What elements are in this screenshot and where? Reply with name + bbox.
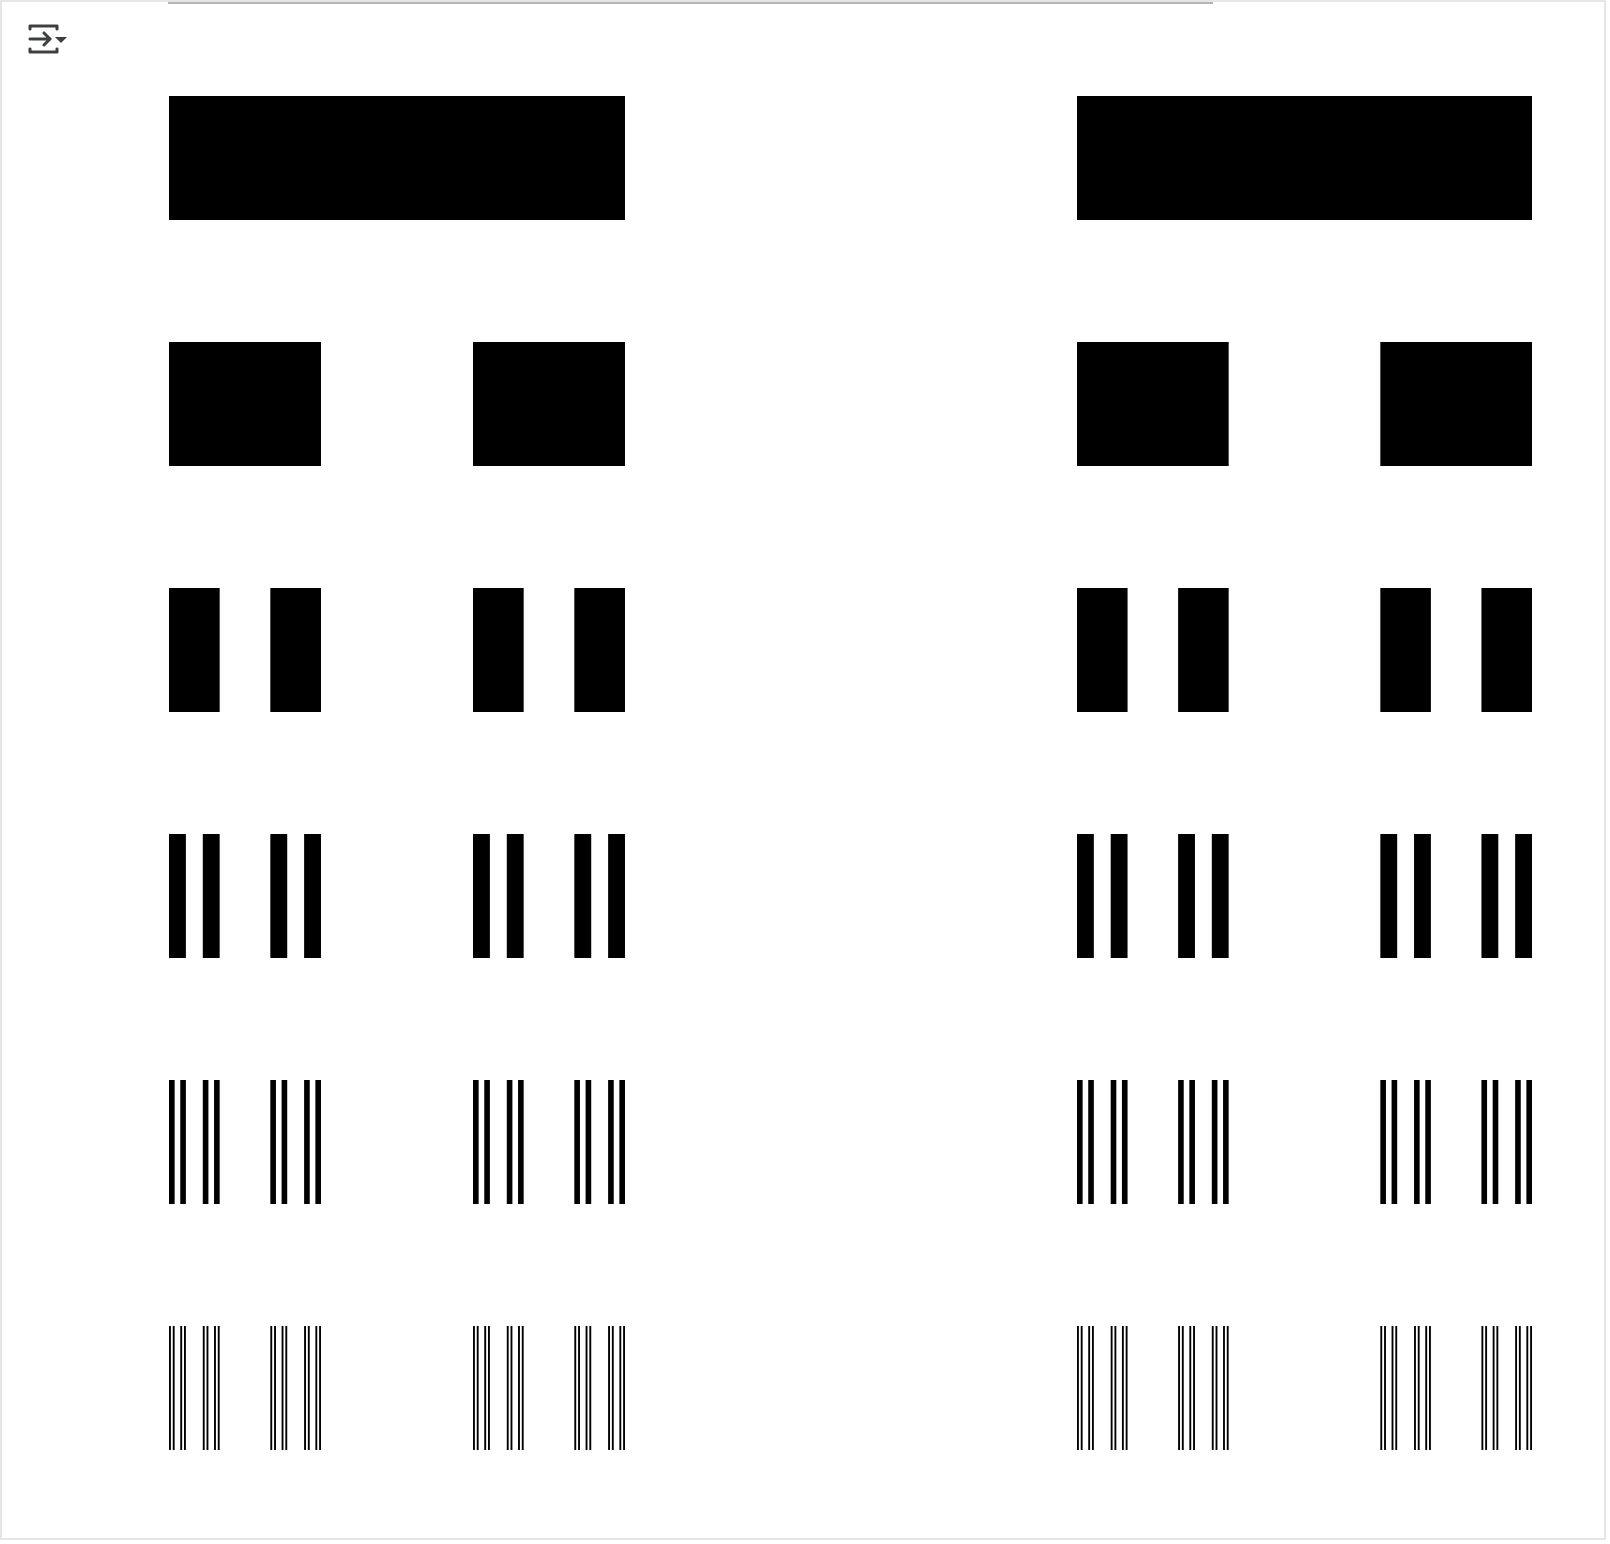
bar-right-row6-18: [1384, 1326, 1386, 1450]
bar-left-row5-8: [315, 1080, 321, 1204]
bar-right-row5-8: [1223, 1080, 1229, 1204]
bar-left-row6-17: [473, 1326, 475, 1450]
bar-right-row5-11: [1414, 1080, 1420, 1204]
bar-left-row6-12: [285, 1326, 287, 1450]
bar-right-row4-6: [1414, 834, 1431, 958]
bar-left-row6-27: [586, 1326, 588, 1450]
bar-right-row6-29: [1515, 1326, 1517, 1450]
bar-right-row3-2: [1178, 588, 1229, 712]
bar-right-row6-31: [1526, 1326, 1528, 1450]
bar-left-row6-16: [319, 1326, 321, 1450]
bar-right-row6-16: [1227, 1326, 1229, 1450]
bar-left-row6-28: [589, 1326, 591, 1450]
bar-left-row6-13: [304, 1326, 306, 1450]
bar-right-row5-6: [1189, 1080, 1195, 1204]
bar-left-row5-4: [214, 1080, 220, 1204]
bar-left-row1-1: [169, 96, 625, 220]
bar-left-row5-7: [304, 1080, 310, 1204]
bar-right-row5-4: [1122, 1080, 1128, 1204]
bar-right-row5-10: [1392, 1080, 1398, 1204]
bar-right-row6-5: [1111, 1326, 1113, 1450]
bar-left-row6-21: [507, 1326, 509, 1450]
bar-left-row6-26: [578, 1326, 580, 1450]
bar-left-row2-1: [169, 342, 321, 466]
bar-right-row5-2: [1088, 1080, 1094, 1204]
bar-right-row4-2: [1111, 834, 1128, 958]
bar-right-row6-24: [1429, 1326, 1431, 1450]
bar-left-row5-12: [518, 1080, 524, 1204]
bar-right-row3-3: [1380, 588, 1431, 712]
bar-left-row6-11: [282, 1326, 284, 1450]
bar-right-row6-30: [1519, 1326, 1521, 1450]
bar-left-row5-10: [484, 1080, 490, 1204]
bar-left-row4-8: [608, 834, 625, 958]
bar-left-row4-3: [270, 834, 287, 958]
bar-left-row6-15: [315, 1326, 317, 1450]
bar-left-row5-9: [473, 1080, 479, 1204]
bar-right-row6-20: [1395, 1326, 1397, 1450]
bar-left-row6-4: [184, 1326, 186, 1450]
bar-left-row3-2: [270, 588, 321, 712]
bar-left-row3-4: [574, 588, 625, 712]
bar-right-row6-27: [1493, 1326, 1495, 1450]
bar-right-row2-2: [1380, 342, 1532, 466]
bar-right-row6-10: [1182, 1326, 1184, 1450]
bar-left-row6-7: [214, 1326, 216, 1450]
bar-right-row1-1: [1077, 96, 1532, 220]
bar-right-row5-12: [1425, 1080, 1431, 1204]
bar-left-row6-2: [173, 1326, 175, 1450]
bar-left-row5-3: [203, 1080, 209, 1204]
bar-left-row6-10: [274, 1326, 276, 1450]
bar-left-row6-23: [518, 1326, 520, 1450]
bar-right-row3-4: [1481, 588, 1532, 712]
bar-left-row6-5: [203, 1326, 205, 1450]
bar-right-row4-4: [1212, 834, 1229, 958]
bar-left-row6-3: [180, 1326, 182, 1450]
bar-left-row5-15: [608, 1080, 614, 1204]
bar-right-row5-13: [1481, 1080, 1487, 1204]
bar-right-row6-11: [1189, 1326, 1191, 1450]
bar-left-row4-5: [473, 834, 490, 958]
bar-right-row4-5: [1380, 834, 1397, 958]
bar-left-row6-8: [218, 1326, 220, 1450]
bar-left-row6-24: [522, 1326, 524, 1450]
bar-left-row6-6: [207, 1326, 209, 1450]
bar-right-row6-8: [1126, 1326, 1128, 1450]
bar-right-row5-15: [1515, 1080, 1521, 1204]
bar-left-row3-3: [473, 588, 524, 712]
bar-right-row6-1: [1077, 1326, 1079, 1450]
bar-left-row6-30: [612, 1326, 614, 1450]
bar-left-row5-6: [282, 1080, 288, 1204]
bar-right-row4-7: [1481, 834, 1498, 958]
bar-right-row6-7: [1122, 1326, 1124, 1450]
bar-left-row4-6: [507, 834, 524, 958]
bar-right-row6-13: [1212, 1326, 1214, 1450]
bar-right-row5-7: [1212, 1080, 1218, 1204]
bar-left-row5-1: [169, 1080, 175, 1204]
bar-right-row6-2: [1081, 1326, 1083, 1450]
bar-right-row6-14: [1216, 1326, 1218, 1450]
bar-right-row4-1: [1077, 834, 1094, 958]
bar-right-row6-12: [1193, 1326, 1195, 1450]
bar-left-row6-19: [484, 1326, 486, 1450]
bar-left-row6-14: [308, 1326, 310, 1450]
bar-right-row6-21: [1414, 1326, 1416, 1450]
bar-right-row5-3: [1111, 1080, 1117, 1204]
bar-right-row4-8: [1515, 834, 1532, 958]
bar-right-row6-9: [1178, 1326, 1180, 1450]
bar-left-row6-31: [619, 1326, 621, 1450]
bar-right-row5-14: [1493, 1080, 1499, 1204]
bar-left-row5-5: [270, 1080, 276, 1204]
bar-right-row6-4: [1092, 1326, 1094, 1450]
bar-right-row6-26: [1485, 1326, 1487, 1450]
bar-left-row6-22: [511, 1326, 513, 1450]
bar-left-row2-2: [473, 342, 625, 466]
bar-right-row6-19: [1392, 1326, 1394, 1450]
bar-right-row6-17: [1380, 1326, 1382, 1450]
bar-left-row4-7: [574, 834, 591, 958]
bar-left-row4-1: [169, 834, 186, 958]
bar-right-row5-1: [1077, 1080, 1083, 1204]
bar-right-row5-9: [1380, 1080, 1386, 1204]
bar-left-row6-25: [574, 1326, 576, 1450]
bar-right-row3-1: [1077, 588, 1128, 712]
bar-left-row5-16: [619, 1080, 625, 1204]
bar-right-row6-6: [1114, 1326, 1116, 1450]
bar-left-row3-1: [169, 588, 220, 712]
collapse-expand-menu-icon: [21, 18, 67, 58]
bar-right-row6-25: [1481, 1326, 1483, 1450]
bar-right-row6-28: [1496, 1326, 1498, 1450]
bar-left-row5-14: [586, 1080, 592, 1204]
bar-right-row4-3: [1178, 834, 1195, 958]
bar-left-row6-18: [477, 1326, 479, 1450]
menu-toggle-button[interactable]: [16, 14, 72, 62]
bar-right-row6-15: [1223, 1326, 1225, 1450]
bar-left-row6-29: [608, 1326, 610, 1450]
bar-left-row6-20: [488, 1326, 490, 1450]
bar-left-row4-2: [203, 834, 220, 958]
bar-left-row5-11: [507, 1080, 513, 1204]
bar-right-row6-23: [1425, 1326, 1427, 1450]
bar-left-row6-32: [623, 1326, 625, 1450]
bar-pattern-canvas: [2, 2, 1608, 1542]
bar-right-row5-16: [1526, 1080, 1532, 1204]
bar-right-row6-32: [1530, 1326, 1532, 1450]
bar-left-row4-4: [304, 834, 321, 958]
bar-right-row6-22: [1418, 1326, 1420, 1450]
bar-right-row6-3: [1088, 1326, 1090, 1450]
bar-left-row5-2: [180, 1080, 186, 1204]
bar-left-row6-9: [270, 1326, 272, 1450]
bar-right-row2-1: [1077, 342, 1229, 466]
bar-left-row6-1: [169, 1326, 171, 1450]
bar-right-row5-5: [1178, 1080, 1184, 1204]
bar-left-row5-13: [574, 1080, 580, 1204]
